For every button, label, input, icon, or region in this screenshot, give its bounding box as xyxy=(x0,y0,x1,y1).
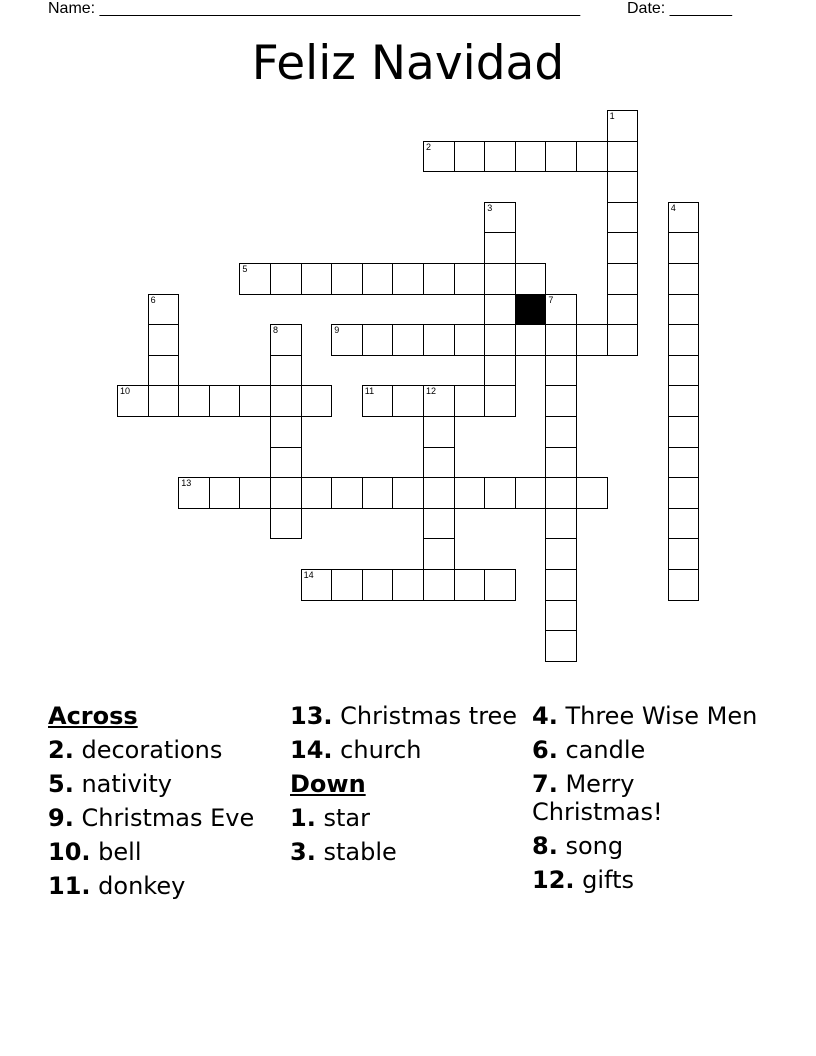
grid-cell[interactable] xyxy=(668,538,700,570)
clue-across-11: 11. donkey xyxy=(48,872,186,900)
clue-number: 10 xyxy=(120,386,131,397)
grid-cell[interactable] xyxy=(331,263,363,295)
grid-cell-14[interactable] xyxy=(301,569,333,601)
grid-cell[interactable] xyxy=(423,416,455,448)
grid-cell[interactable] xyxy=(607,232,639,264)
grid-cell[interactable] xyxy=(148,355,180,387)
grid-cell[interactable] xyxy=(484,232,516,264)
grid-cell[interactable] xyxy=(239,477,271,509)
clue-number: 4 xyxy=(670,202,676,213)
date-line: _______ xyxy=(669,0,732,17)
grid-cell[interactable] xyxy=(362,477,394,509)
grid-cell[interactable] xyxy=(362,263,394,295)
grid-cell[interactable] xyxy=(423,508,455,540)
grid-cell[interactable] xyxy=(607,294,639,326)
grid-cell[interactable] xyxy=(423,569,455,601)
grid-cell[interactable] xyxy=(668,324,700,356)
clue-across-5: 5. nativity xyxy=(48,770,172,798)
clues-column-2 xyxy=(290,702,520,872)
clue-down-1: 1. star xyxy=(290,804,370,832)
grid-cell[interactable] xyxy=(270,263,302,295)
black-square xyxy=(515,294,547,326)
clue-down-3: 3. stable xyxy=(290,838,397,866)
clue-number: 3 xyxy=(487,202,493,213)
grid-cell[interactable] xyxy=(668,447,700,479)
grid-cell[interactable] xyxy=(515,324,547,356)
grid-cell-3[interactable] xyxy=(484,202,516,234)
clue-number: 1 xyxy=(609,111,615,121)
grid-cell[interactable] xyxy=(545,600,577,632)
grid-cell[interactable] xyxy=(362,324,394,356)
down-heading: Down xyxy=(290,770,366,798)
clue-number: 5 xyxy=(242,264,248,274)
grid-cell-6[interactable] xyxy=(148,294,180,326)
grid-cell[interactable] xyxy=(423,477,455,509)
grid-cell[interactable] xyxy=(545,141,577,173)
puzzle-title: Feliz Navidad xyxy=(251,36,565,91)
grid-cell-5[interactable] xyxy=(239,263,271,295)
grid-cell[interactable] xyxy=(392,477,424,509)
grid-cell[interactable] xyxy=(607,202,639,234)
clue-number: 12 xyxy=(426,386,437,397)
grid-cell[interactable] xyxy=(209,477,241,509)
clue-down-12: 12. gifts xyxy=(532,866,634,894)
grid-cell[interactable] xyxy=(545,477,577,509)
clue-number: 8 xyxy=(273,325,279,336)
grid-cell[interactable] xyxy=(454,324,486,356)
grid-cell[interactable] xyxy=(392,385,424,417)
grid-cell[interactable] xyxy=(545,447,577,479)
clue-across-10: 10. bell xyxy=(48,838,142,866)
clue-across-2: 2. decorations xyxy=(48,736,223,764)
grid-cell[interactable] xyxy=(270,508,302,540)
clue-across-9: 9. Christmas Eve xyxy=(48,804,255,832)
grid-cell[interactable] xyxy=(423,447,455,479)
grid-cell[interactable] xyxy=(484,141,516,173)
grid-cell-2[interactable] xyxy=(423,141,455,173)
grid-cell[interactable] xyxy=(484,355,516,387)
grid-cell[interactable] xyxy=(270,355,302,387)
clue-number: 13 xyxy=(181,478,192,489)
grid-cell[interactable] xyxy=(270,385,302,417)
grid-cell[interactable] xyxy=(545,416,577,448)
clues-column-3 xyxy=(532,702,772,900)
grid-cell-4[interactable] xyxy=(668,202,700,234)
clue-number: 2 xyxy=(426,141,432,152)
grid-cell[interactable] xyxy=(484,324,516,356)
grid-cell[interactable] xyxy=(515,263,547,295)
grid-cell[interactable] xyxy=(484,569,516,601)
grid-cell[interactable] xyxy=(301,385,333,417)
grid-cell[interactable] xyxy=(545,630,577,662)
grid-cell[interactable] xyxy=(454,569,486,601)
clue-across-13: 13. Christmas tree xyxy=(290,702,518,730)
date-label: Date: xyxy=(627,0,666,17)
grid-cell[interactable] xyxy=(392,324,424,356)
grid-cell[interactable] xyxy=(545,538,577,570)
grid-cell[interactable] xyxy=(545,355,577,387)
grid-cell-9[interactable] xyxy=(331,324,363,356)
clue-number: 14 xyxy=(303,570,314,580)
grid-cell[interactable] xyxy=(239,385,271,417)
grid-cell[interactable] xyxy=(331,569,363,601)
grid-cell-10[interactable] xyxy=(117,385,149,417)
grid-cell[interactable] xyxy=(607,263,639,295)
grid-cell[interactable] xyxy=(668,355,700,387)
grid-cell[interactable] xyxy=(454,141,486,173)
grid-cell-8[interactable] xyxy=(270,324,302,356)
grid-cell[interactable] xyxy=(607,171,639,203)
grid-cell[interactable] xyxy=(484,263,516,295)
clue-down-6: 6. candle xyxy=(532,736,646,764)
grid-cell[interactable] xyxy=(209,385,241,417)
grid-cell[interactable] xyxy=(668,385,700,417)
grid-cell[interactable] xyxy=(668,508,700,540)
grid-cell[interactable] xyxy=(545,508,577,540)
grid-cell[interactable] xyxy=(331,477,363,509)
grid-cell[interactable] xyxy=(301,477,333,509)
clue-down-7: 7. Merry Christmas! xyxy=(532,770,663,826)
grid-cell[interactable] xyxy=(454,477,486,509)
grid-cell[interactable] xyxy=(484,477,516,509)
grid-cell[interactable] xyxy=(668,569,700,601)
clue-down-4: 4. Three Wise Men xyxy=(532,702,758,730)
grid-cell-13[interactable] xyxy=(178,477,210,509)
grid-cell[interactable] xyxy=(515,477,547,509)
clue-number: 6 xyxy=(150,294,156,305)
grid-cell[interactable] xyxy=(392,263,424,295)
grid-cell[interactable] xyxy=(362,569,394,601)
grid-cell[interactable] xyxy=(668,232,700,264)
grid-cell[interactable] xyxy=(668,477,700,509)
grid-cell[interactable] xyxy=(607,324,639,356)
grid-cell[interactable] xyxy=(423,538,455,570)
grid-cell[interactable] xyxy=(607,141,639,173)
grid-cell-11[interactable] xyxy=(362,385,394,417)
grid-cell[interactable] xyxy=(576,141,608,173)
grid-cell[interactable] xyxy=(668,294,700,326)
grid-cell[interactable] xyxy=(148,324,180,356)
clue-number: 9 xyxy=(334,325,340,336)
clue-down-8: 8. song xyxy=(532,832,624,860)
grid-cell[interactable] xyxy=(454,385,486,417)
grid-cell[interactable] xyxy=(178,385,210,417)
grid-cell[interactable] xyxy=(545,385,577,417)
grid-cell[interactable] xyxy=(423,324,455,356)
grid-cell-7[interactable] xyxy=(545,294,577,326)
grid-cell[interactable] xyxy=(576,324,608,356)
grid-cell[interactable] xyxy=(148,385,180,417)
grid-cell[interactable] xyxy=(484,294,516,326)
grid-cell-12[interactable] xyxy=(423,385,455,417)
clue-number: 11 xyxy=(364,386,375,397)
grid-cell[interactable] xyxy=(270,477,302,509)
grid-cell[interactable] xyxy=(668,263,700,295)
grid-cell[interactable] xyxy=(668,416,700,448)
across-heading: Across xyxy=(48,702,138,730)
grid-cell[interactable] xyxy=(515,141,547,173)
grid-cell[interactable] xyxy=(576,477,608,509)
grid-cell[interactable] xyxy=(270,447,302,479)
clues-column-1 xyxy=(48,702,278,906)
grid-cell-1[interactable] xyxy=(607,110,639,142)
clue-across-14: 14. church xyxy=(290,736,422,764)
grid-cell[interactable] xyxy=(270,416,302,448)
grid-cell[interactable] xyxy=(423,263,455,295)
name-label: Name: xyxy=(48,0,96,17)
grid-cell[interactable] xyxy=(454,263,486,295)
grid-cell[interactable] xyxy=(484,385,516,417)
grid-cell[interactable] xyxy=(392,569,424,601)
grid-cell[interactable] xyxy=(545,569,577,601)
clue-number: 7 xyxy=(548,294,554,305)
grid-cell[interactable] xyxy=(301,263,333,295)
name-line: ______________________________________________________ xyxy=(99,0,581,17)
grid-cell[interactable] xyxy=(545,324,577,356)
